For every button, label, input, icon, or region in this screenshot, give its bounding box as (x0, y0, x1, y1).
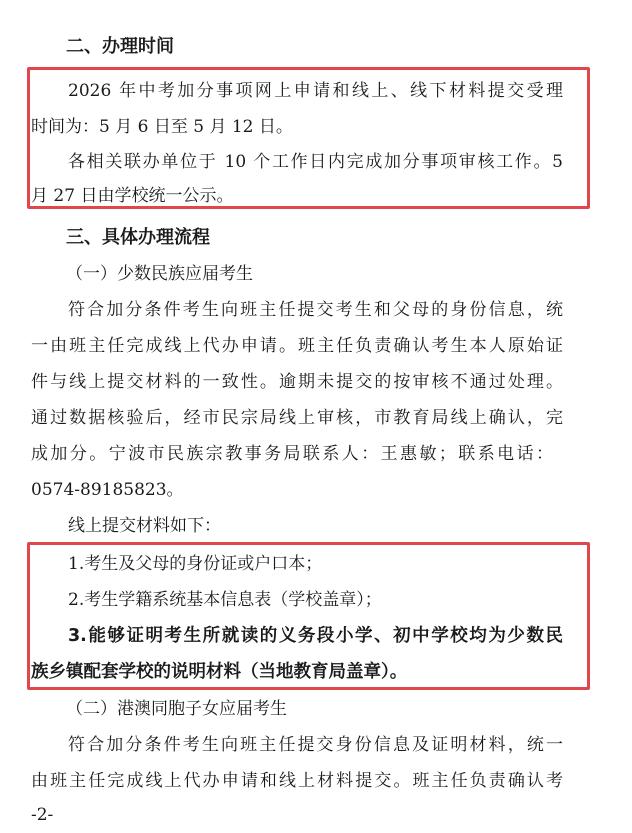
page-number: -2- (31, 805, 54, 825)
subsection-1-heading: （一）少数民族应届考生 (66, 264, 253, 284)
materials-intro: 线上提交材料如下： (68, 516, 221, 536)
paragraph-line: 时间为：5 月 6 日至 5 月 12 日。 (31, 117, 293, 137)
paragraph-line: 符合加分条件考生向班主任提交考生和父母的身份信息，统 (68, 300, 563, 320)
material-item-bold: 3.能够证明考生所就读的义务段小学、初中学校均为少数民 (68, 626, 563, 646)
material-item-bold: 族乡镇配套学校的说明材料（当地教育局盖章）。 (31, 662, 408, 682)
material-item: 1.考生及父母的身份证或户口本； (68, 554, 323, 574)
section-3-heading: 三、具体办理流程 (66, 227, 210, 248)
paragraph-line: 0574-89185823。 (31, 480, 184, 500)
paragraph-line: 成加分。宁波市民族宗教事务局联系人：王惠敏；联系电话： (31, 444, 553, 464)
paragraph-line: 通过数据核验后，经市民宗局线上审核，市教育局线上确认，完 (31, 408, 563, 428)
paragraph-line: 由班主任完成线上代办申请和线上材料提交。班主任负责确认考 (31, 771, 563, 791)
paragraph-line: 各相关联办单位于 10 个工作日内完成加分事项审核工作。5 (68, 152, 563, 172)
subsection-2-heading: （二）港澳同胞子女应届考生 (66, 699, 287, 719)
paragraph-line: 符合加分条件考生向班主任提交身份信息及证明材料，统一 (68, 735, 563, 755)
paragraph-line: 月 27 日由学校统一公示。 (31, 186, 234, 206)
paragraph-line: 件与线上提交材料的一致性。逾期未提交的按审核不通过处理。 (31, 372, 563, 392)
paragraph-line: 一由班主任完成线上代办申请。班主任负责确认考生本人原始证 (31, 336, 563, 356)
section-2-heading: 二、办理时间 (66, 36, 174, 57)
material-item: 2.考生学籍系统基本信息表（学校盖章）； (68, 590, 382, 610)
paragraph-line: 2026 年中考加分事项网上申请和线上、线下材料提交受理 (68, 81, 563, 101)
